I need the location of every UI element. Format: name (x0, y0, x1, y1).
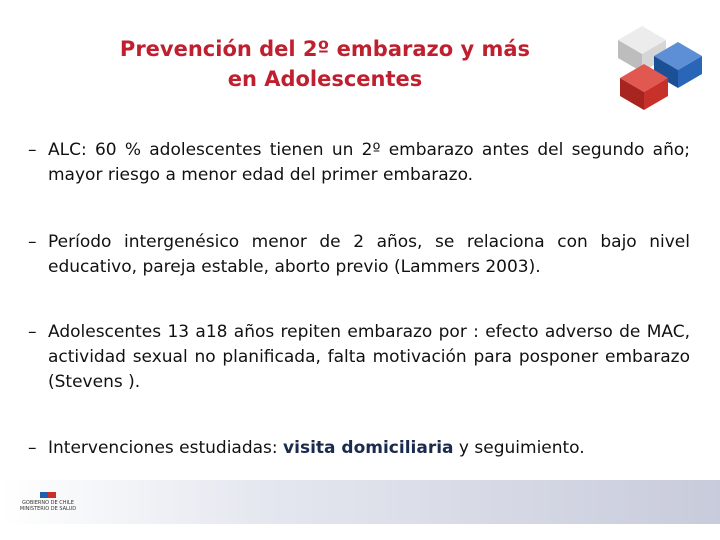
bullet-text: ALC: 60 % adolescentes tienen un 2º embarazo antes del segundo año; mayor riesgo a menor edad del primer embarazo. (48, 140, 690, 185)
stacked-cubes-logo (612, 20, 708, 110)
bullet-dash: – (28, 322, 37, 342)
footer-band (0, 480, 720, 524)
bullet-item (28, 230, 690, 280)
gobierno-de-chile-logo (18, 492, 78, 518)
footer-logo-line-1: GOBIERNO DE CHILE (22, 500, 74, 506)
flag-bar-icon (40, 492, 56, 498)
bullet-item (28, 436, 690, 461)
bullet-text: Período intergenésico menor de 2 años, se relaciona con bajo nivel educativo, pareja estable, aborto previo (Lammers 2003). (48, 232, 690, 277)
bullet-text (48, 436, 690, 461)
bullet-text-after: y seguimiento. (453, 438, 585, 458)
bullet-text-before: Intervenciones estudiadas: (48, 438, 284, 458)
bullet-dash: – (28, 232, 37, 252)
bullet-emphasis: visita domiciliaria (283, 438, 454, 458)
title-line-1: Prevención del 2º embarazo y más (119, 37, 531, 61)
title-line-2: en Adolescentes (227, 67, 423, 91)
bullet-dash: – (28, 140, 37, 160)
slide-title (60, 34, 590, 94)
bullet-item (28, 320, 690, 395)
bullet-item (28, 138, 690, 188)
bullet-text: Adolescentes 13 a18 años repiten embarazo por : efecto adverso de MAC, actividad sexual no planificada, falta motivación para posponer embarazo (Stevens ). (48, 322, 690, 392)
bullet-dash: – (28, 438, 37, 458)
footer-logo-line-2: MINISTERIO DE SALUD (19, 506, 77, 512)
